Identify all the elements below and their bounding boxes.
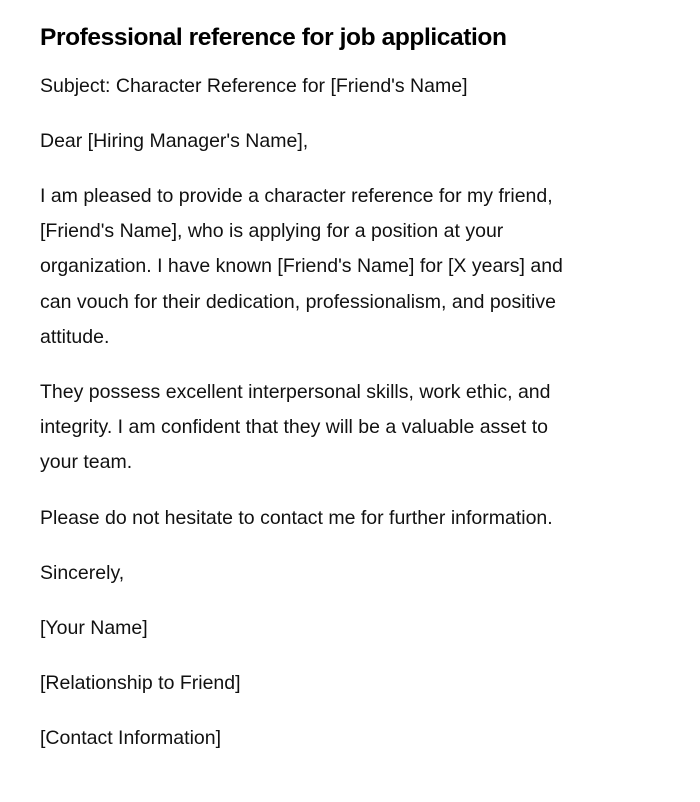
paragraph-line: I am pleased to provide a character reference for my friend, [40, 185, 553, 207]
paragraph-line: [Friend's Name], who is applying for a position at your [40, 220, 504, 243]
paragraph-line: They possess excellent interpersonal skills, work ethic, and [40, 381, 551, 403]
paragraph-line: organization. I have known [Friend's Name] for [X years] and [40, 255, 563, 278]
closing: Sincerely, [40, 562, 125, 584]
subject-line: Subject: Character Reference for [Friend's Name] [40, 75, 468, 97]
body-paragraph-1 [40, 179, 640, 355]
signature-contact: [Contact Information] [40, 727, 222, 749]
signature-relationship: [Relationship to Friend] [40, 672, 241, 694]
salutation: Dear [Hiring Manager's Name], [40, 130, 309, 152]
paragraph-line: can vouch for their dedication, professionalism, and positive [40, 290, 556, 313]
paragraph-line: attitude. [40, 325, 110, 348]
document-title: Professional reference for job application [40, 24, 507, 51]
paragraph-line: your team. [40, 451, 133, 474]
signature-name: [Your Name] [40, 617, 148, 639]
body-paragraph-2 [40, 375, 640, 481]
body-paragraph-3: Please do not hesitate to contact me for further information. [40, 507, 553, 529]
paragraph-line: integrity. I am confident that they will be a valuable asset to [40, 416, 548, 439]
